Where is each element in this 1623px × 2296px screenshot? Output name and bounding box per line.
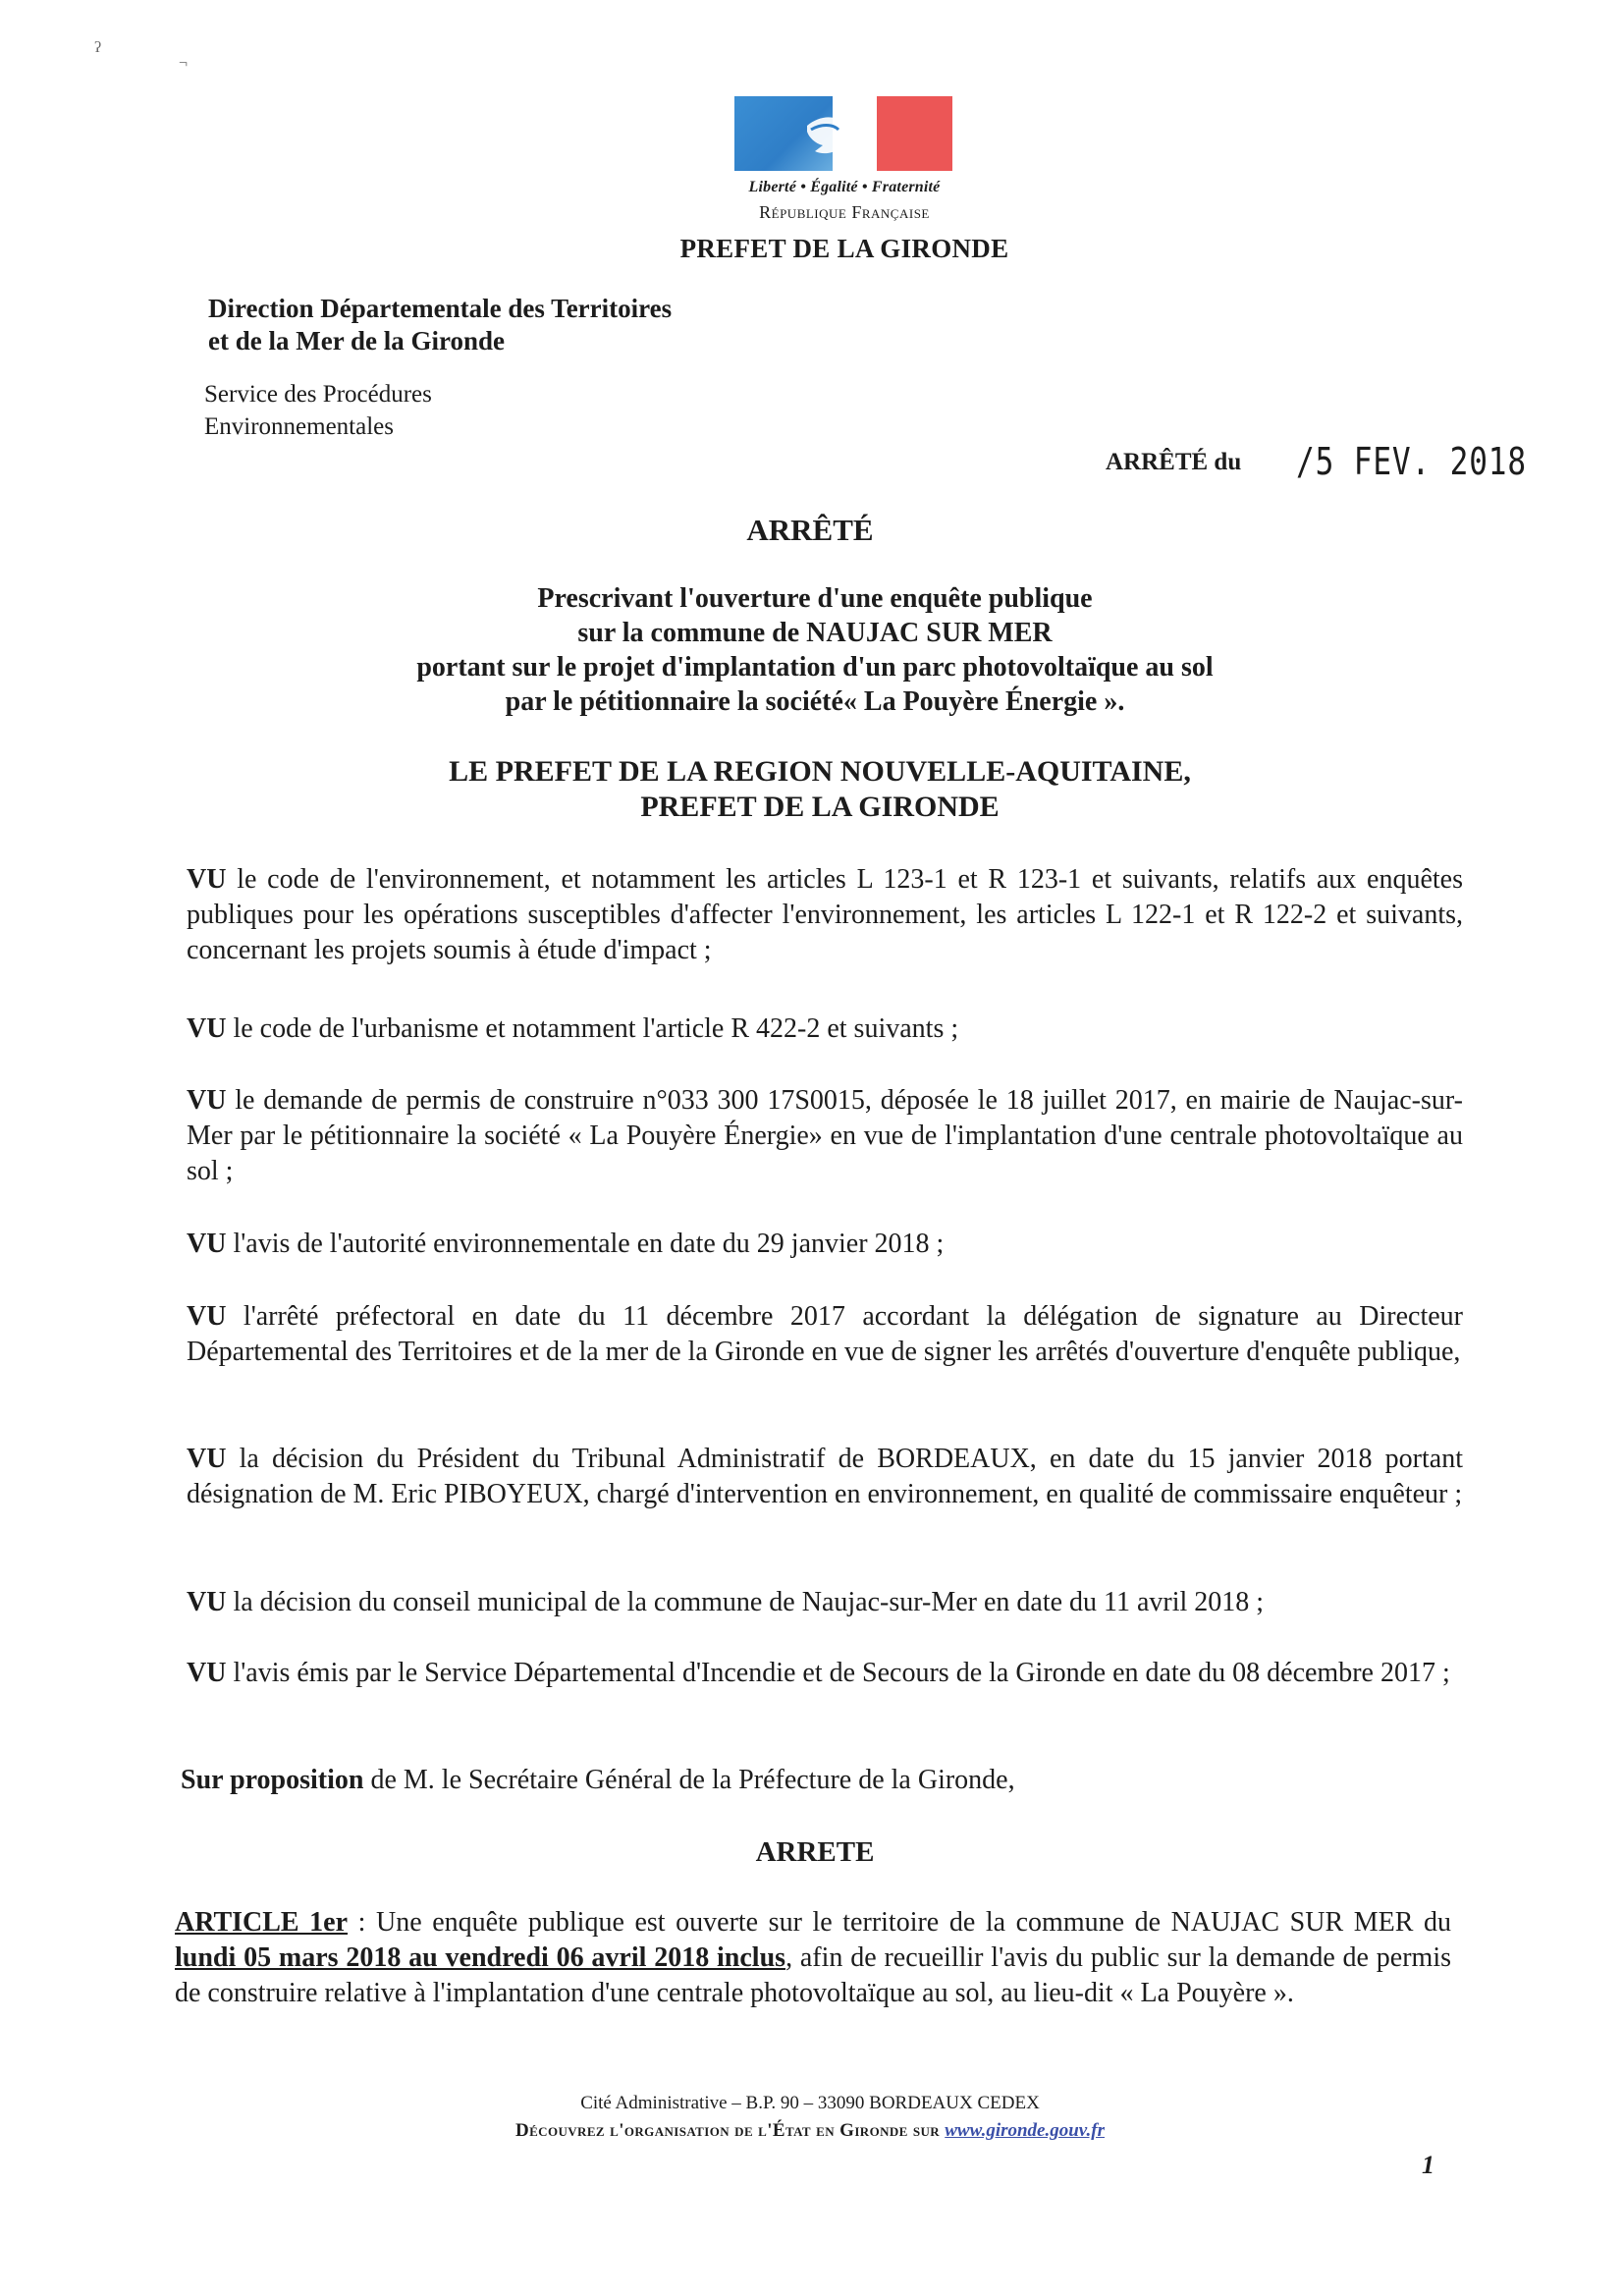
subject-line: portant sur le projet d'implantation d'un parc photovoltaïque au sol [416,652,1214,683]
consideration-paragraph [187,1442,1463,1512]
decision-heading: ARRETE [755,1836,875,1868]
french-flag-icon [734,96,952,171]
consideration-paragraph [187,1011,1463,1047]
document-title: ARRÊTÉ [746,513,874,547]
consideration-paragraph [181,1763,1457,1798]
consideration-text: la décision du Président du Tribunal Administratif de BORDEAUX, en date du 15 janvier 2018 portant désignation de M. Eric PIBOYEUX, chargé d'intervention en environnement, en qualité de commissaire enquêteur ; [187,1444,1463,1509]
date-stamp: /5 FEV. 2018 [1296,440,1527,483]
issuer-service [204,378,432,443]
scan-mark: ¬ [179,55,189,72]
consideration-paragraph [187,1083,1463,1189]
date-label: ARRÊTÉ du [1106,449,1242,475]
consideration-paragraph [187,862,1463,968]
issuer-direction [208,293,672,357]
marianne-logo [734,96,954,223]
footer-discover: Découvrez l'organisation de l'État en Gironde sur [514,2120,946,2141]
consideration-lead: VU [187,1085,227,1116]
consideration-lead: VU [187,1444,227,1474]
article-separator: : [348,1907,376,1938]
consideration-text: l'avis émis par le Service Départemental d'Incendie et de Secours de la Gironde en date du 08 décembre 2017 ; [226,1658,1450,1688]
prefet-authority [353,754,1286,825]
consideration-lead: Sur proposition [181,1765,364,1795]
article-dates: lundi 05 mars 2018 au vendredi 06 avril 2018 inclus [175,1942,786,1973]
consideration-lead: VU [187,1301,227,1332]
consideration-paragraph [187,1299,1463,1370]
document-subject [324,581,1306,719]
consideration-text: le demande de permis de construire n°033 300 17S0015, déposée le 18 juillet 2017, en mairie de Naujac-sur-Mer par le pétitionnaire la société « La Pouyère Énergie» en vue de l'implantation d'une centrale photovoltaïque au sol ; [187,1085,1463,1186]
republic-name: République Française [759,202,930,222]
consideration-text: l'avis de l'autorité environnementale en date du 29 janvier 2018 ; [226,1229,945,1259]
consideration-lead: VU [187,1587,227,1617]
consideration-text: la décision du conseil municipal de la commune de Naujac-sur-Mer en date du 11 avril 2018 ; [226,1587,1265,1617]
subject-line: par le pétitionnaire la société« La Pouyère Énergie ». [505,686,1125,717]
direction-line: Direction Départementale des Territoires [208,294,673,323]
page-footer [295,2090,1325,2145]
subject-line: sur la commune de NAUJAC SUR MER [577,618,1053,648]
republic-motto: Liberté • Égalité • Fraternité [748,179,941,195]
consideration-text: l'arrêté préfectoral en date du 11 décembre 2017 accordant la délégation de signature au Directeur Départemental des Territoires et de la mer de la Gironde en vue de signer les arrêtés d'ouverture d'enquête publique, [187,1301,1463,1367]
scan-mark: ʔ [94,39,102,56]
consideration-paragraph [187,1656,1463,1691]
consideration-lead: VU [187,1013,227,1044]
article-label: ARTICLE 1er [175,1907,349,1938]
consideration-text: de M. le Secrétaire Général de la Préfecture de la Gironde, [363,1765,1015,1795]
authority-line: LE PREFET DE LA REGION NOUVELLE-AQUITAINE, [449,755,1191,788]
marianne-profile-icon [793,106,882,167]
authority-line: PREFET DE LA GIRONDE [640,791,1000,823]
footer-address: Cité Administrative – B.P. 90 – 33090 BORDEAUX CEDEX [580,2093,1040,2113]
consideration-lead: VU [187,864,227,895]
consideration-text: le code de l'urbanisme et notamment l'article R 422-2 et suivants ; [226,1013,959,1044]
article-1 [175,1905,1451,2011]
prefet-header: PREFET DE LA GIRONDE [679,234,1009,263]
consideration-text: le code de l'environnement, et notamment les articles L 123-1 et R 123-1 et suivants, relatifs aux enquêtes publiques pour les opérations susceptibles d'affecter l'environnement, les articles L 122-1 et R 122-2 et suivants, concernant les projets soumis à étude d'impact ; [187,864,1463,965]
consideration-lead: VU [187,1229,227,1259]
direction-line: et de la Mer de la Gironde [208,326,505,355]
consideration-paragraph [187,1227,1463,1262]
consideration-lead: VU [187,1658,227,1688]
subject-line: Prescrivant l'ouverture d'une enquête publique [537,583,1093,614]
service-line: Environnementales [204,413,394,440]
article-text: Une enquête publique est ouverte sur le territoire de la commune de NAUJAC SUR MER du [376,1907,1451,1938]
article-text: , afin de recueillir l'avis du public sur la demande de permis de construire relative à l'implantation d'une centrale photovoltaïque au sol, au lieu-dit « La Pouyère ». [175,1942,1451,2008]
consideration-paragraph [187,1585,1463,1620]
footer-link[interactable]: www.gironde.gouv.fr [945,2120,1106,2141]
service-line: Service des Procédures [204,381,432,408]
page-number: 1 [1422,2151,1434,2179]
